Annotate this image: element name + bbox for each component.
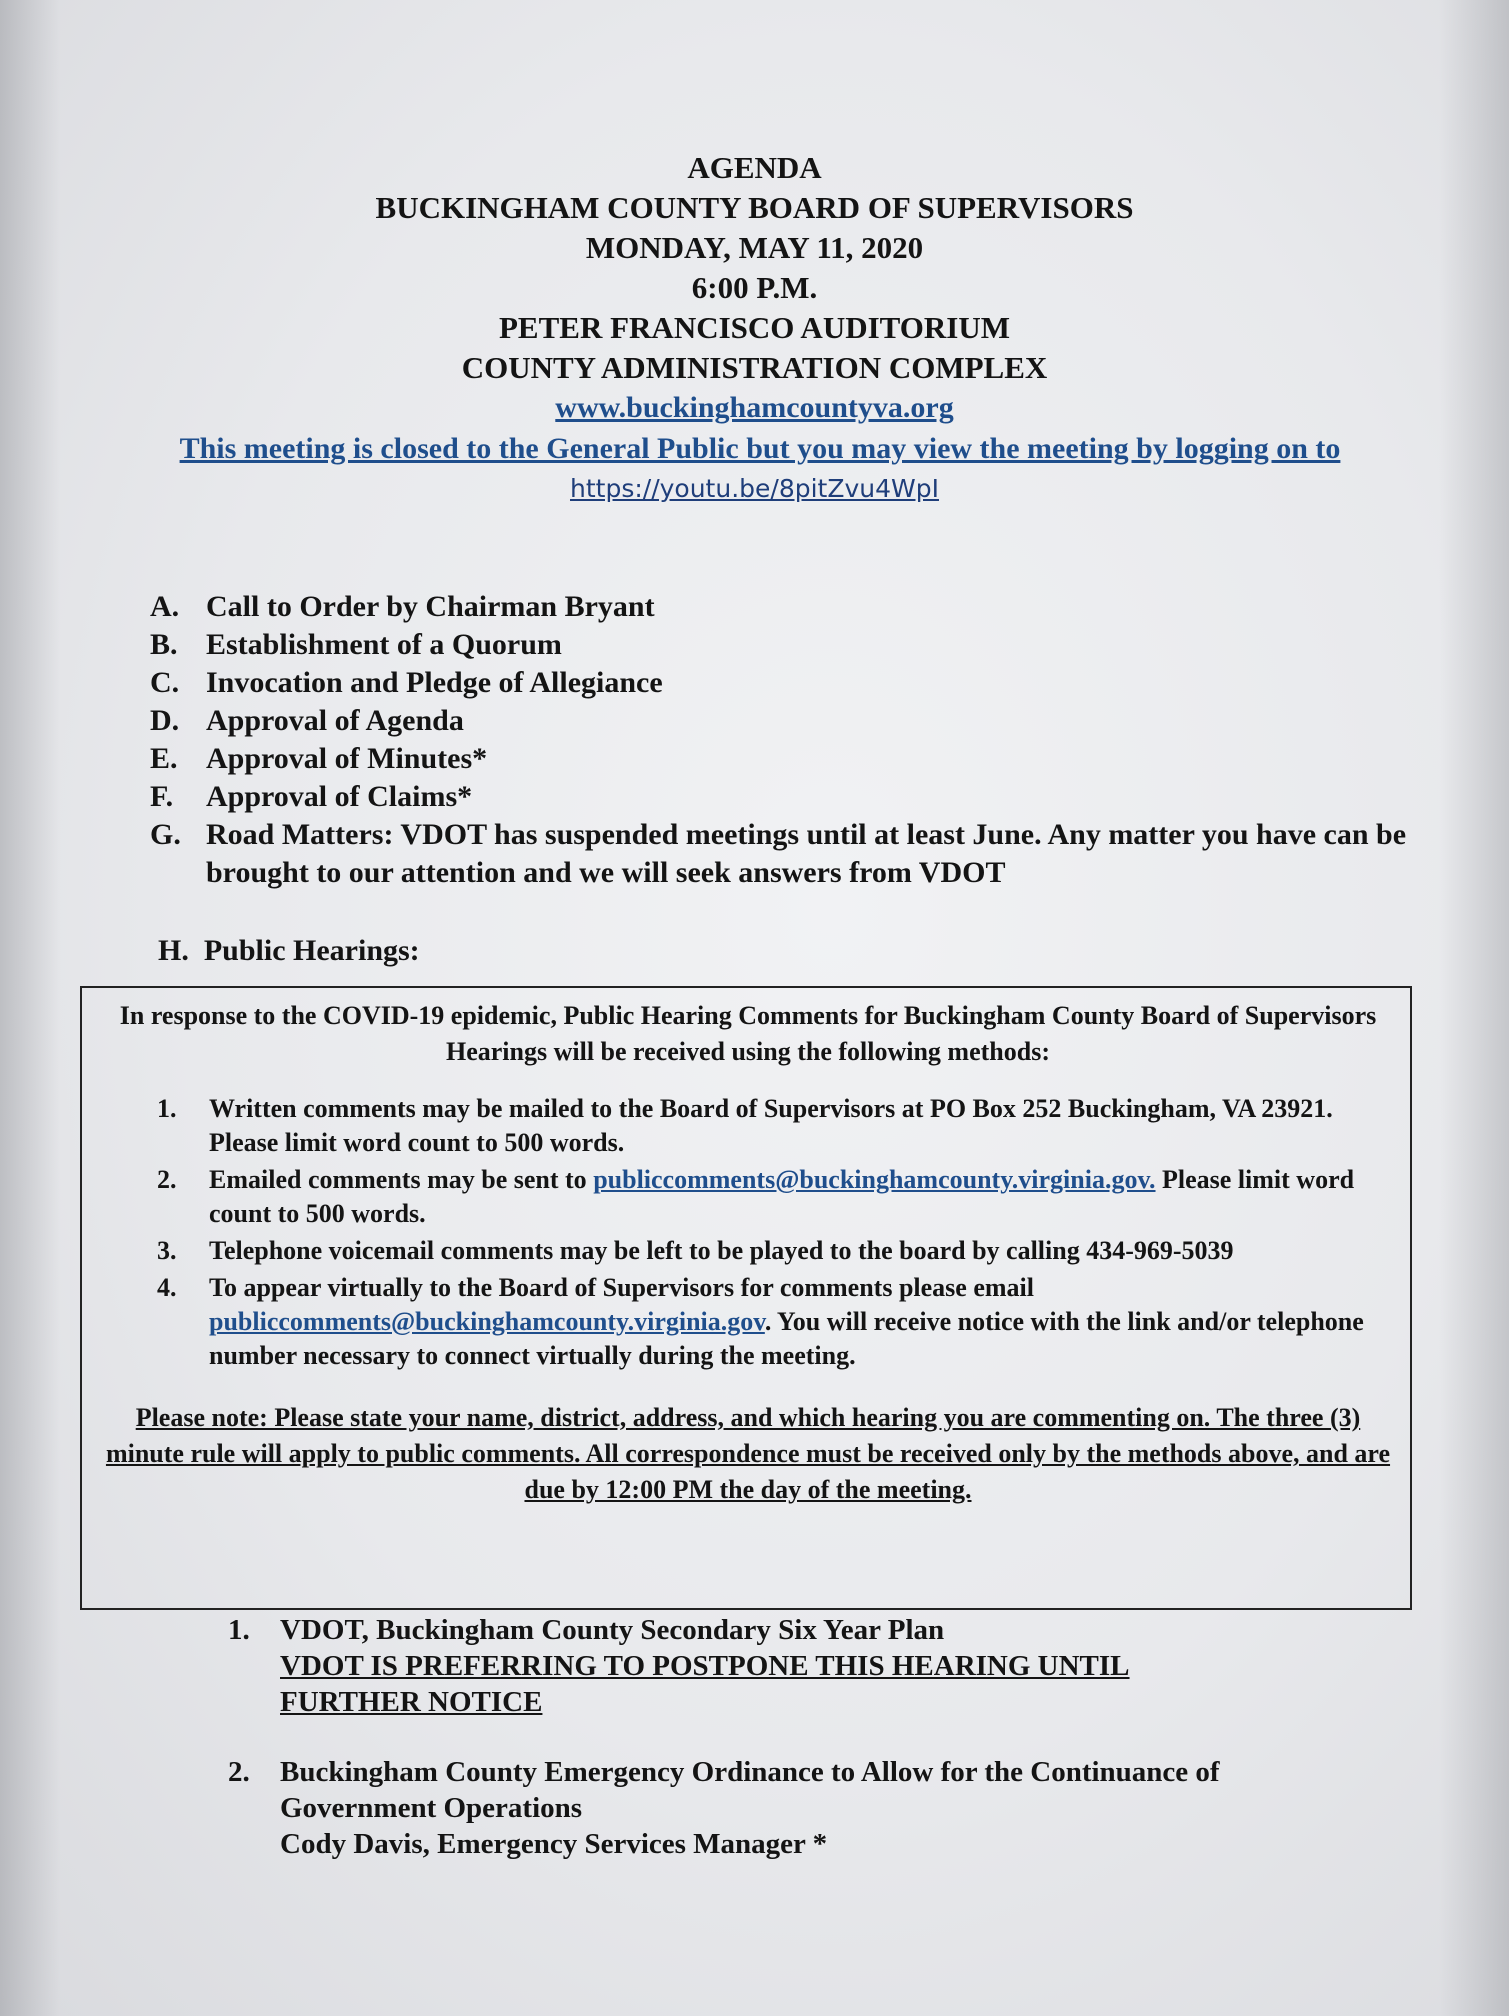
agenda-item-text: Invocation and Pledge of Allegiance bbox=[206, 666, 663, 699]
agenda-item-text: Approval of Claims* bbox=[206, 780, 473, 813]
hearing-title-cont: Government Operations bbox=[280, 1792, 583, 1824]
method-text: Written comments may be mailed to the Board of Supervisors at PO Box 252 Buckingham, VA 23921. Please limit word count to 500 words. bbox=[209, 1094, 1333, 1157]
agenda-item-letter: F. bbox=[150, 780, 174, 813]
method-text: Emailed comments may be sent to bbox=[209, 1165, 594, 1194]
agenda-header bbox=[0, 148, 1509, 428]
website-link[interactable]: www.buckinghamcountyva.org bbox=[555, 391, 954, 424]
postpone-notice: VDOT IS PREFERRING TO POSTPONE THIS HEARING UNTIL bbox=[280, 1650, 1130, 1682]
agenda-item-text: Establishment of a Quorum bbox=[206, 628, 562, 661]
please-note: Please note: Please state your name, district, address, and which hearing you are commenting on. The three (3) minute rule will apply to public comments. All correspondence must be received only by the methods above, and are due by 12:00 PM the day of the meeting. bbox=[105, 1403, 1391, 1504]
comment-method bbox=[157, 1234, 1397, 1268]
hearing-number: 1. bbox=[228, 1614, 250, 1646]
hearing-item bbox=[228, 1754, 1378, 1862]
comment-methods-list bbox=[157, 1092, 1397, 1376]
agenda-item-text: Approval of Agenda bbox=[206, 704, 464, 737]
method-text: Telephone voicemail comments may be left to be played to the board by calling 434-969-5039 bbox=[209, 1236, 1234, 1265]
meeting-complex: COUNTY ADMINISTRATION COMPLEX bbox=[461, 350, 1048, 385]
comment-method bbox=[157, 1271, 1397, 1373]
agenda-item bbox=[150, 702, 1446, 740]
agenda-item bbox=[150, 740, 1446, 778]
public-hearings-heading bbox=[158, 934, 420, 968]
method-number: 2. bbox=[157, 1165, 177, 1194]
agenda-item-text: Road Matters: VDOT has suspended meetings until at least June. Any matter you have can be brought to our attention and we will seek answers from VDOT bbox=[206, 818, 1407, 889]
agenda-item-text: Call to Order by Chairman Bryant bbox=[206, 590, 655, 623]
hearings-list bbox=[228, 1612, 1378, 1862]
hearing-title: VDOT, Buckingham County Secondary Six Year Plan bbox=[280, 1614, 945, 1646]
agenda-item-letter: D. bbox=[150, 704, 180, 737]
agenda-item-letter: C. bbox=[150, 666, 180, 699]
agenda-list bbox=[150, 588, 1446, 892]
meeting-time: 6:00 P.M. bbox=[691, 270, 818, 305]
agenda-item bbox=[150, 816, 1446, 892]
email-link[interactable]: publiccomments@buckinghamcounty.virginia.gov. bbox=[593, 1165, 1156, 1194]
hearing-item bbox=[228, 1612, 1378, 1720]
method-text-tail: Please limit word count to 500 words. bbox=[209, 1165, 1355, 1228]
meeting-venue: PETER FRANCISCO AUDITORIUM bbox=[499, 310, 1010, 345]
method-number: 4. bbox=[157, 1273, 177, 1302]
agenda-item bbox=[150, 588, 1446, 626]
board-name: BUCKINGHAM COUNTY BOARD OF SUPERVISORS bbox=[375, 190, 1134, 225]
method-text-tail: . You will receive notice with the link and/or telephone number necessary to connect virtually during the meeting. bbox=[209, 1307, 1364, 1370]
hearing-number: 2. bbox=[228, 1756, 250, 1788]
agenda-item-letter: E. bbox=[150, 742, 178, 775]
agenda-item-text: Approval of Minutes* bbox=[206, 742, 488, 775]
method-number: 3. bbox=[157, 1236, 177, 1265]
agenda-item bbox=[150, 626, 1446, 664]
youtube-link[interactable]: https://youtu.be/8pitZvu4WpI bbox=[570, 474, 939, 503]
email-link[interactable]: publiccomments@buckinghamcounty.virginia.gov bbox=[209, 1307, 765, 1336]
meeting-date: MONDAY, MAY 11, 2020 bbox=[585, 230, 924, 265]
covid-intro: In response to the COVID-19 epidemic, Public Hearing Comments for Buckingham County Board of Supervisors Hearings will be received using the following methods: bbox=[119, 1001, 1377, 1066]
public-hearings-letter: H. bbox=[158, 934, 189, 967]
postpone-notice-cont: FURTHER NOTICE bbox=[280, 1686, 543, 1718]
agenda-item-letter: B. bbox=[150, 628, 178, 661]
agenda-item bbox=[150, 664, 1446, 702]
agenda-item bbox=[150, 778, 1446, 816]
method-text: To appear virtually to the Board of Supervisors for comments please email bbox=[209, 1273, 1034, 1302]
closed-meeting-notice[interactable]: This meeting is closed to the General Public but you may view the meeting by logging on to bbox=[179, 432, 1341, 465]
covid-comment-box bbox=[80, 986, 1412, 1610]
hearing-title: Buckingham County Emergency Ordinance to Allow for the Continuance of bbox=[280, 1756, 1220, 1788]
method-number: 1. bbox=[157, 1094, 177, 1123]
agenda-item-letter: G. bbox=[150, 818, 181, 851]
public-hearings-label: Public Hearings: bbox=[203, 934, 420, 967]
comment-method bbox=[157, 1092, 1397, 1160]
agenda-title: AGENDA bbox=[687, 150, 822, 185]
comment-method bbox=[157, 1163, 1397, 1231]
hearing-presenter: Cody Davis, Emergency Services Manager * bbox=[280, 1828, 828, 1860]
agenda-item-letter: A. bbox=[150, 590, 180, 623]
